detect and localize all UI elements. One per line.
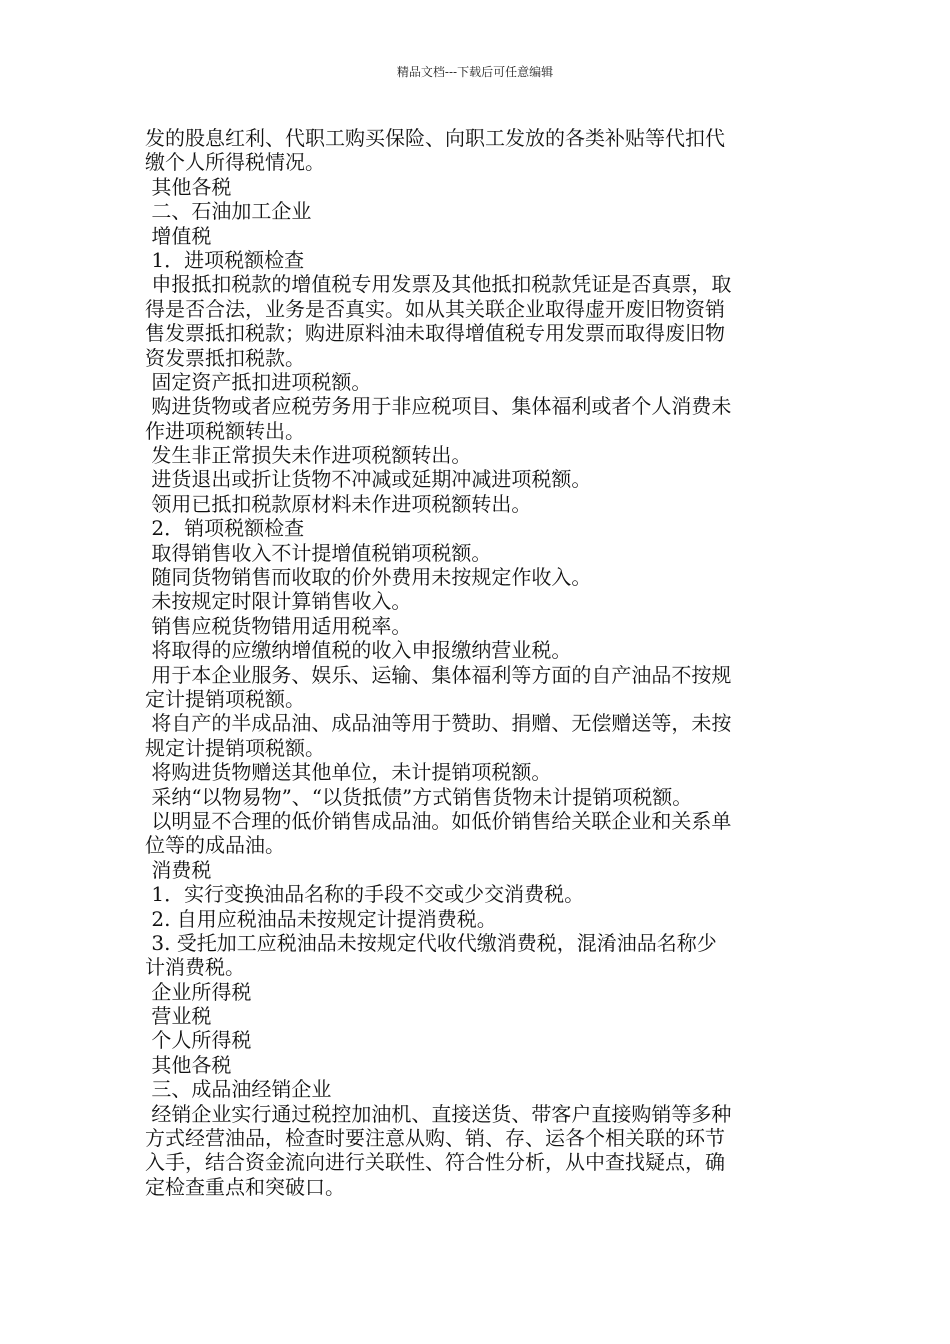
text-line: 1．实行变换油品名称的手段不交或少交消费税。 bbox=[145, 882, 585, 907]
text-line: 其他各税 bbox=[145, 1052, 232, 1077]
text-line: 二、石油加工企业 bbox=[145, 199, 312, 224]
text-line: 其他各税 bbox=[145, 174, 232, 199]
text-line: 得是否合法，业务是否真实。如从其关联企业取得虚开废旧物资销 bbox=[145, 296, 725, 321]
text-line: 申报抵扣税款的增值税专用发票及其他抵扣税款凭证是否真票，取 bbox=[145, 272, 732, 297]
text-line: 营业税 bbox=[145, 1004, 212, 1029]
text-line: 未按规定时限计算销售收入。 bbox=[145, 589, 412, 614]
text-line: 经销企业实行通过税控加油机、直接送货、带客户直接购销等多种 bbox=[145, 1101, 732, 1126]
text-line: 销售应税货物错用适用税率。 bbox=[145, 613, 412, 638]
text-line: 三、成品油经销企业 bbox=[145, 1077, 332, 1102]
text-line: 采纳“以物易物”、“以货抵债”方式销售货物未计提销项税额。 bbox=[145, 784, 693, 809]
text-line: 消费税 bbox=[145, 857, 212, 882]
text-line: 将自产的半成品油、成品油等用于赞助、捐赠、无偿赠送等，未按 bbox=[145, 711, 732, 736]
text-line: 取得销售收入不计提增值税销项税额。 bbox=[145, 540, 492, 565]
text-line: 发的股息红利、代职工购买保险、向职工发放的各类补贴等代扣代 bbox=[145, 126, 725, 150]
text-line: 购进货物或者应税劳务用于非应税项目、集体福利或者个人消费未 bbox=[145, 394, 732, 419]
text-line: 用于本企业服务、娱乐、运输、集体福利等方面的自产油品不按规 bbox=[145, 662, 732, 687]
text-line: 个人所得税 bbox=[145, 1028, 252, 1053]
text-line: 位等的成品油。 bbox=[145, 833, 285, 858]
text-line: 进货退出或折让货物不冲减或延期冲减进项税额。 bbox=[145, 467, 592, 492]
text-line: 方式经营油品，检查时要注意从购、销、存、运各个相关联的环节 bbox=[145, 1126, 725, 1151]
text-line: 2．销项税额检查 bbox=[145, 516, 305, 541]
text-line: 领用已抵扣税款原材料未作进项税额转出。 bbox=[145, 491, 532, 516]
page-header: 精品文档---下载后可任意编辑 bbox=[396, 65, 554, 79]
text-line: 随同货物销售而收取的价外费用未按规定作收入。 bbox=[145, 565, 592, 590]
text-line: 入手，结合资金流向进行关联性、符合性分析，从中查找疑点，确 bbox=[145, 1150, 725, 1175]
text-line: 作进项税额转出。 bbox=[145, 418, 305, 443]
text-line: 规定计提销项税额。 bbox=[145, 735, 325, 760]
text-line: 将购进货物赠送其他单位，未计提销项税额。 bbox=[145, 760, 552, 785]
text-line: 3. 受托加工应税油品未按规定代收代缴消费税，混淆油品名称少 bbox=[145, 930, 717, 955]
text-line: 1．进项税额检查 bbox=[145, 247, 305, 272]
text-line: 定计提销项税额。 bbox=[145, 686, 305, 711]
text-line: 发生非正常损失未作进项税额转出。 bbox=[145, 443, 472, 468]
text-line: 缴个人所得税情况。 bbox=[145, 150, 325, 175]
document-body bbox=[145, 126, 809, 1199]
text-line: 售发票抵扣税款；购进原料油未取得增值税专用发票而取得废旧物 bbox=[145, 321, 725, 346]
text-line: 企业所得税 bbox=[145, 979, 252, 1004]
text-line: 固定资产抵扣进项税额。 bbox=[145, 369, 372, 394]
text-line: 以明显不合理的低价销售成品油。如低价销售给关联企业和关系单 bbox=[145, 808, 732, 833]
text-line: 将取得的应缴纳增值税的收入申报缴纳营业税。 bbox=[145, 638, 572, 663]
text-line: 增值税 bbox=[145, 223, 212, 248]
text-line: 2. 自用应税油品未按规定计提消费税。 bbox=[145, 906, 497, 931]
text-line: 定检查重点和突破口。 bbox=[145, 1174, 345, 1199]
text-line: 计消费税。 bbox=[145, 955, 245, 980]
text-line: 资发票抵扣税款。 bbox=[145, 345, 305, 370]
